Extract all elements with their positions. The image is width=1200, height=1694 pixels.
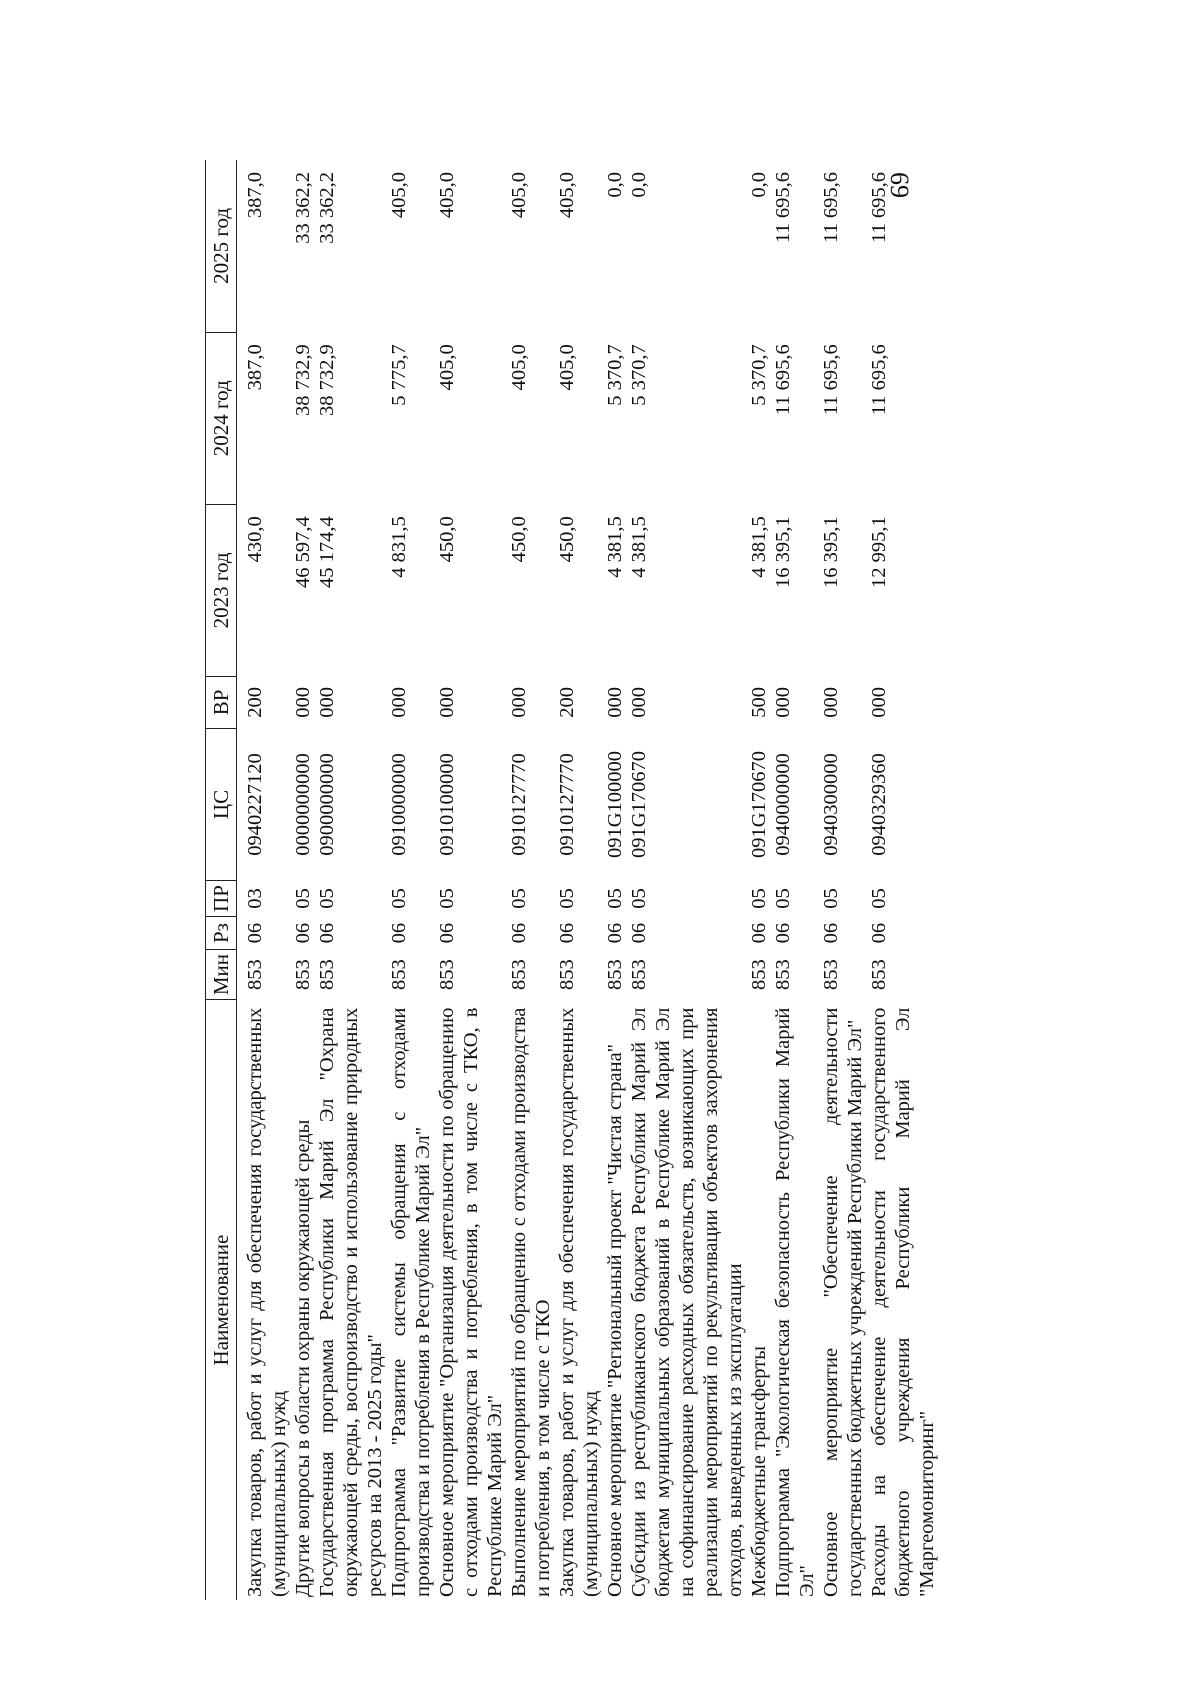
table-row	[555, 160, 603, 1600]
row-vr: 500	[748, 687, 770, 718]
row-pr: 05	[628, 888, 650, 909]
row-2023: 4 381,5	[604, 516, 626, 578]
row-name: Выполнение мероприятий по обращению с отходами производства и потребления, в том числе с ТКО	[508, 1007, 554, 1597]
row-name: Подпрограмма "Экологическая безопасность Республики Марий Эл"	[772, 1007, 818, 1597]
budget-table-region	[205, 160, 995, 1600]
row-pr: 05	[772, 888, 794, 909]
row-cs: 0910127770	[556, 753, 578, 856]
table-row	[237, 160, 292, 1600]
row-min: 853	[868, 959, 890, 990]
row-rz: 06	[820, 922, 842, 944]
row-pr: 05	[388, 888, 410, 909]
row-min: 853	[436, 959, 458, 990]
header-cs: ЦС	[206, 728, 237, 880]
row-rz: 06	[772, 922, 794, 944]
row-2025: 0,0	[628, 172, 650, 198]
row-rz: 06	[556, 922, 578, 944]
row-name: Государственная программа Республики Марий Эл "Охрана окружающей среды, воспроизводство и использование природных ресурсов на 2013 - 2025 годы"	[316, 1007, 386, 1597]
row-2023: 450,0	[508, 516, 530, 563]
row-rz: 06	[436, 922, 458, 944]
row-2025: 387,0	[244, 172, 266, 219]
row-vr: 000	[316, 687, 338, 718]
row-2025: 405,0	[556, 172, 578, 219]
row-name: Закупка товаров, работ и услуг для обеспечения государственных (муниципальных) нужд	[244, 1007, 290, 1597]
row-vr: 000	[388, 687, 410, 718]
row-vr: 000	[436, 687, 458, 718]
row-2025: 33 362,2	[316, 172, 338, 244]
row-cs: 091G170670	[628, 750, 650, 859]
row-2024: 405,0	[508, 344, 530, 391]
row-rz: 06	[748, 922, 770, 944]
row-pr: 05	[436, 888, 458, 909]
table-row	[819, 160, 867, 1600]
row-2025: 0,0	[604, 172, 626, 198]
budget-table	[205, 160, 939, 1600]
row-pr: 03	[244, 888, 266, 909]
header-2023: 2023 год	[206, 504, 237, 676]
header-2025: 2025 год	[206, 160, 237, 332]
row-vr: 000	[292, 687, 314, 718]
row-2023: 45 174,4	[316, 516, 338, 589]
row-min: 853	[388, 959, 410, 990]
row-2025: 11 695,6	[868, 172, 890, 243]
table-row	[387, 160, 435, 1600]
table-header-row	[206, 160, 237, 1600]
table-row	[315, 160, 387, 1600]
row-2023: 450,0	[436, 516, 458, 563]
row-vr: 000	[508, 687, 530, 718]
row-min: 853	[244, 959, 266, 990]
row-name: Основное мероприятие "Региональный проект "Чистая страна"	[604, 1043, 626, 1597]
row-2025: 405,0	[508, 172, 530, 219]
row-vr: 000	[820, 687, 842, 718]
row-pr: 05	[292, 888, 314, 909]
row-name: Закупка товаров, работ и услуг для обеспечения государственных (муниципальных) нужд	[556, 1007, 602, 1597]
row-2024: 5 370,7	[748, 344, 770, 406]
row-2025: 11 695,6	[772, 172, 794, 243]
row-rz: 06	[388, 922, 410, 944]
row-rz: 06	[628, 922, 650, 944]
header-name: Наименование	[206, 1000, 237, 1600]
row-2023: 4 381,5	[628, 516, 650, 578]
row-2024: 5 775,7	[388, 344, 410, 406]
row-2024: 11 695,6	[772, 344, 794, 416]
row-2024: 405,0	[556, 344, 578, 391]
row-2024: 405,0	[436, 344, 458, 391]
row-pr: 05	[868, 888, 890, 909]
row-cs: 0940300000	[820, 753, 842, 856]
table-row	[603, 160, 627, 1600]
row-min: 853	[772, 959, 794, 990]
row-min: 853	[748, 959, 770, 990]
table-row	[291, 160, 315, 1600]
row-cs: 0900000000	[316, 753, 338, 856]
row-pr: 05	[820, 888, 842, 909]
table-row	[867, 160, 939, 1600]
row-2024: 5 370,7	[604, 344, 626, 406]
row-name: Расходы на обеспечение деятельности государственного бюджетного учреждения Республики Марий Эл "Маргеомониторинг"	[868, 1007, 938, 1597]
row-cs: 091G100000	[604, 750, 626, 859]
row-name: Субсидии из республиканского бюджета Республики Марий Эл бюджетам муниципальных образований в Республике Марий Эл на софинансирование расходных обязательств, возникающих при реализации мероприятий по рекультивации объектов захоронения отходов, выведенных из эксплуатации	[628, 1007, 746, 1597]
row-cs: 0910000000	[388, 753, 410, 856]
row-vr: 000	[604, 687, 626, 718]
table-row	[435, 160, 507, 1600]
row-2023: 430,0	[244, 516, 266, 563]
row-rz: 06	[316, 922, 338, 944]
row-pr: 05	[556, 888, 578, 909]
row-cs: 0000000000	[292, 753, 314, 856]
row-2025: 11 695,6	[820, 172, 842, 243]
header-2024: 2024 год	[206, 332, 237, 504]
row-min: 853	[316, 959, 338, 990]
row-cs: 0940329360	[868, 753, 890, 856]
row-min: 853	[556, 959, 578, 990]
row-vr: 200	[244, 687, 266, 718]
row-pr: 05	[508, 888, 530, 909]
row-2023: 16 395,1	[772, 516, 794, 589]
table-row	[627, 160, 747, 1600]
table-row	[771, 160, 819, 1600]
row-2023: 4 831,5	[388, 516, 410, 578]
row-min: 853	[820, 959, 842, 990]
row-2024: 38 732,9	[292, 344, 314, 416]
row-min: 853	[292, 959, 314, 990]
row-name: Основное мероприятие "Организация деятельности по обращению с отходами производства и потребления, в том числе с ТКО, в Республике Марий Эл"	[436, 1007, 506, 1597]
row-rz: 06	[604, 922, 626, 944]
row-pr: 05	[748, 888, 770, 909]
row-cs: 0940227120	[244, 753, 266, 856]
row-vr: 000	[772, 687, 794, 718]
header-rz: Рз	[206, 917, 237, 950]
row-rz: 06	[868, 922, 890, 944]
row-rz: 06	[508, 922, 530, 944]
row-2023: 12 995,1	[868, 516, 890, 589]
row-name: Основное мероприятие "Обеспечение деятельности государственных бюджетных учреждений Республики Марий Эл"	[820, 1007, 866, 1597]
row-2023: 46 597,4	[292, 516, 314, 589]
row-rz: 06	[244, 922, 266, 944]
header-pr: ПР	[206, 881, 237, 917]
row-pr: 05	[316, 888, 338, 909]
row-vr: 000	[868, 687, 890, 718]
row-2025: 33 362,2	[292, 172, 314, 244]
row-2023: 16 395,1	[820, 516, 842, 589]
header-vr: ВР	[206, 676, 237, 728]
row-pr: 05	[604, 888, 626, 909]
row-name: Другие вопросы в области охраны окружающей среды	[292, 1119, 314, 1597]
row-min: 853	[508, 959, 530, 990]
row-2025: 405,0	[436, 172, 458, 219]
row-2024: 11 695,6	[868, 344, 890, 416]
table-row	[747, 160, 771, 1600]
row-name: Подпрограмма "Развитие системы обращения с отходами производства и потребления в Республике Марий Эл"	[388, 1007, 434, 1597]
row-vr: 200	[556, 687, 578, 718]
row-2025: 405,0	[388, 172, 410, 219]
row-vr: 000	[628, 687, 650, 718]
row-name: Межбюджетные трансферты	[748, 1346, 770, 1597]
row-min: 853	[628, 959, 650, 990]
row-rz: 06	[292, 922, 314, 944]
row-min: 853	[604, 959, 626, 990]
row-cs: 0940000000	[772, 753, 794, 856]
page-number: 69	[885, 172, 914, 198]
row-2024: 387,0	[244, 344, 266, 391]
row-2025: 0,0	[748, 172, 770, 198]
table-row	[507, 160, 555, 1600]
row-2023: 4 381,5	[748, 516, 770, 578]
row-cs: 091G170670	[748, 750, 770, 859]
row-2023: 450,0	[556, 516, 578, 563]
row-2024: 38 732,9	[316, 344, 338, 416]
row-2024: 11 695,6	[820, 344, 842, 416]
row-cs: 0910100000	[436, 753, 458, 856]
row-cs: 0910127770	[508, 753, 530, 856]
header-min: Мин	[206, 950, 237, 1000]
row-2024: 5 370,7	[628, 344, 650, 406]
